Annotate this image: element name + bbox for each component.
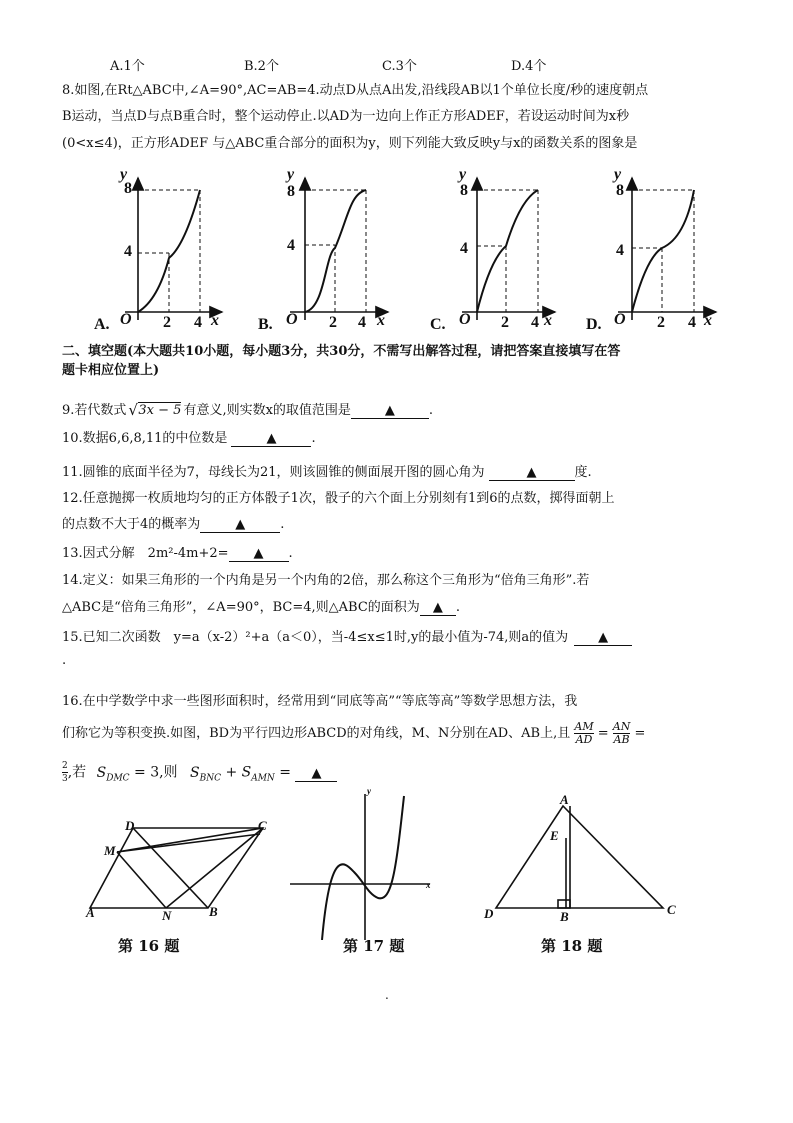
q12: 的点数不大于4的概率为 ▲ . (62, 517, 285, 532)
graph-b-origin: O (286, 311, 298, 328)
graph-c-label: C. (430, 316, 446, 333)
q7-option-d: D.4个 (511, 59, 547, 74)
graph-a-origin: O (120, 311, 132, 328)
graph-b-x4: 4 (358, 314, 366, 331)
section-2-heading-2: 题卡相应位置上) (62, 363, 160, 378)
graph-a-y4: 4 (124, 243, 132, 260)
frac-am-ad: $\frac{AM}{AD}$ (574, 720, 594, 746)
graph-b-x-label: x (377, 312, 385, 329)
q14: △ABC是“倍角三角形”，∠A=90°，BC=4,则△ABC的面积为 ▲ . (62, 600, 460, 615)
graph-d-y-label: y (614, 166, 622, 183)
graph-c-x2: 2 (501, 314, 509, 331)
fig16-a: A (86, 905, 95, 920)
graph-d-y8: 8 (616, 182, 624, 199)
fig18-d: D (484, 906, 494, 921)
q16-line-2: 们称它为等积变换.如图，BD为平行四边形ABCD的对角线，M、N分别在AD、AB上,且 $\frac{AM}{AD}$ = $\frac{AN}{AB}$ = (62, 720, 646, 746)
q10: 10.数据6,6,8,11的中位数是 ▲ . (62, 431, 316, 446)
q12-line-1: 12.任意抛掷一枚质地均匀的正方体骰子1次，骰子的六个面上分别刻有1到6的点数，掷得面朝上 (62, 491, 615, 506)
fig18-a: A (560, 792, 569, 807)
q11: 11.圆锥的底面半径为7，母线长为21，则该圆锥的侧面展开图的圆心角为 ▲ 度. (62, 465, 592, 480)
q16-answer-blank[interactable]: ▲ (295, 766, 337, 782)
graph-c-x4: 4 (531, 314, 539, 331)
graph-a (125, 178, 222, 320)
fig17-x: x (426, 880, 431, 890)
fig17-caption: 第 17 题 (343, 937, 405, 955)
q13-answer-blank[interactable]: ▲ (229, 547, 289, 562)
fig18-e: E (550, 828, 559, 843)
q8-line-2: B运动，当点D与点B重合时，整个运动停止.以AD为一边向上作正方形ADEF，若设运动时间为x秒 (62, 109, 630, 124)
fig17-y: y (367, 786, 371, 796)
q7-option-b: B.2个 (244, 59, 279, 74)
q16-line-3: $\frac{2}{3}$ ,若 $S_{DMC} = 3$,则 $S_{BNC} + S_{AMN}$ = ▲ (62, 760, 337, 787)
fig18-b: B (560, 909, 569, 924)
graph-b-y4: 4 (287, 237, 295, 254)
graph-b-y8: 8 (287, 183, 295, 200)
q9-answer-blank[interactable]: ▲ (351, 404, 429, 419)
fig18-c: C (667, 902, 676, 917)
q13: 13.因式分解 2m²-4m+2= ▲ . (62, 546, 293, 561)
fig16-c: C (258, 818, 267, 833)
graph-b-y-label: y (287, 166, 295, 183)
q16-line-1: 16.在中学数学中求一些图形面积时，经常用到“同底等高”“等底等高”等数学思想方法，我 (62, 694, 578, 709)
q12-answer-blank[interactable]: ▲ (200, 518, 280, 533)
graph-a-y8: 8 (124, 180, 132, 197)
q9: 9.若代数式 √ 3x − 5 有意义,则实数x的取值范围是 ▲ . (62, 401, 434, 419)
q14-answer-blank[interactable]: ▲ (420, 601, 456, 616)
graph-d-x4: 4 (688, 314, 696, 331)
graph-c-y8: 8 (460, 182, 468, 199)
q8-line-1: 8.如图,在Rt△ABC中,∠A=90°,AC=AB=4.动点D从点A出发,沿线段AB以1个单位长度/秒的速度朝点 (62, 83, 649, 98)
graph-b-label: B. (258, 316, 273, 333)
fig17-diagram (290, 794, 430, 940)
graph-c (462, 178, 555, 320)
graph-b (290, 178, 388, 320)
q10-answer-blank[interactable]: ▲ (231, 432, 311, 447)
frac-2-3: $\frac{2}{3}$ (62, 761, 68, 784)
graph-a-y-label: y (120, 166, 128, 183)
graph-c-y4: 4 (460, 240, 468, 257)
fig18-caption: 第 18 题 (541, 937, 603, 955)
graph-d-origin: O (614, 311, 626, 328)
graph-d-y4: 4 (616, 242, 624, 259)
fig18-diagram (496, 806, 663, 908)
q15-end: . (62, 653, 67, 668)
graph-a-label: A. (94, 316, 110, 333)
graph-c-y-label: y (459, 166, 467, 183)
q15: 15.已知二次函数 y=a（x-2）²+a（a＜0），当-4≤x≤1时,y的最小值为-74,则a的值为 ▲ (62, 629, 632, 647)
q15-answer-blank[interactable]: ▲ (574, 631, 632, 646)
q14-line-1: 14.定义：如果三角形的一个内角是另一个内角的2倍，那么称这个三角形为“倍角三角形”.若 (62, 573, 590, 588)
q8-graphs (0, 160, 793, 340)
graph-b-x2: 2 (329, 314, 337, 331)
fig16-diagram (90, 828, 263, 908)
graph-d (618, 178, 716, 320)
sqrt-expr: √ 3x − 5 (128, 401, 182, 419)
q8-line-3: (0<x≤4)，正方形ADEF 与△ABC重合部分的面积为y，则下列能大致反映y与x的函数关系的图象是 (62, 136, 638, 151)
fig16-b: B (209, 904, 218, 919)
graph-d-x2: 2 (657, 314, 665, 331)
fig16-n: N (162, 908, 172, 923)
footer-dot: . (385, 988, 389, 1002)
fig16-d: D (125, 818, 135, 833)
fig16-caption: 第 16 题 (118, 937, 180, 955)
graph-c-origin: O (459, 311, 471, 328)
q11-answer-blank[interactable]: ▲ (489, 466, 575, 481)
graph-d-label: D. (586, 316, 602, 333)
graph-d-x-label: x (704, 312, 712, 329)
q7-option-c: C.3个 (382, 59, 417, 74)
section-2-heading: 二、填空题(本大题共10小题，每小题3分，共30分，不需写出解答过程，请把答案直接填写在答 (62, 344, 621, 359)
frac-an-ab: $\frac{AN}{AB}$ (612, 720, 631, 746)
graph-a-x4: 4 (194, 314, 202, 331)
graph-a-x-label: x (211, 312, 219, 329)
graph-a-x2: 2 (163, 314, 171, 331)
q7-option-a: A.1个 (110, 59, 145, 74)
fig16-m: M (104, 843, 116, 858)
graph-c-x-label: x (544, 312, 552, 329)
